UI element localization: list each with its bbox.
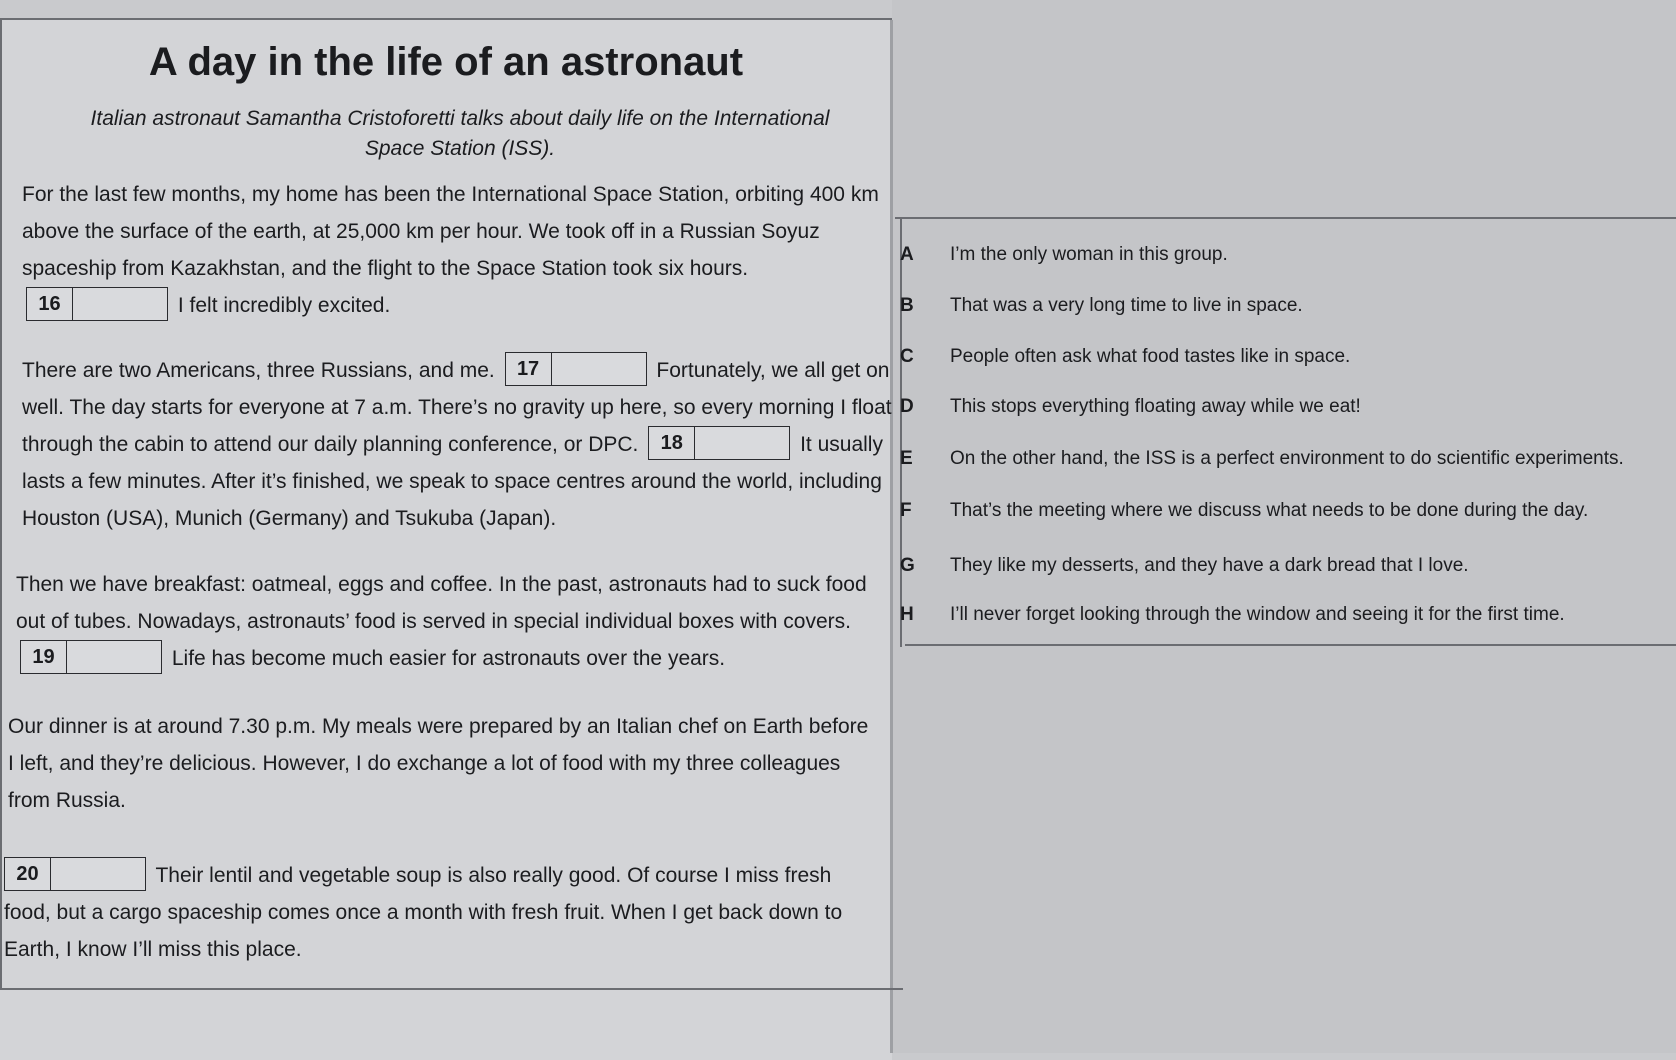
gap-20-box[interactable] (4, 857, 146, 891)
option-h[interactable] (900, 604, 1565, 626)
paragraph-3 (16, 566, 886, 677)
option-text: They like my desserts, and they have a dark bread that I love. (950, 555, 1469, 576)
option-text: This stops everything floating away while we eat! (950, 396, 1361, 417)
paragraph-2-text: There are two Americans, three Russians, and me. (22, 359, 495, 382)
paragraph-1-text: For the last few months, my home has been the International Space Station, orbiting 400 km above the surface of the earth, at 25,000 km per hour. We took off in a Russian Soyuz spaceship from Kazakhstan, and the flight to the Space Station took six hours. (22, 183, 879, 280)
gap-17-answer[interactable] (552, 353, 646, 385)
gap-19-number: 19 (21, 641, 67, 673)
gap-17-box[interactable] (505, 352, 647, 386)
option-a[interactable] (900, 244, 1228, 266)
paragraph-1-after-gap: I felt incredibly excited. (177, 294, 391, 317)
option-text: I’m the only woman in this group. (950, 244, 1228, 265)
gap-16-number: 16 (27, 288, 73, 320)
paragraph-2-after-gap: Fortunately, we all get on well. The day starts for everyone at 7 a.m. There’s no gravity up here, so every morning I float through the cabin to attend our daily planning conference, or DPC. (22, 359, 892, 456)
gap-18-box[interactable] (648, 426, 790, 460)
option-letter: H (900, 604, 914, 625)
article-subtitle: Italian astronaut Samantha Cristoforetti talks about daily life on the International Space Station (ISS). (90, 107, 830, 160)
option-c[interactable] (900, 346, 1350, 368)
option-letter: C (900, 346, 914, 367)
article-title: A day in the life of an astronaut (148, 40, 744, 84)
paragraph-5-text: Their lentil and vegetable soup is also really good. Of course I miss fresh food, but a cargo spaceship comes once a month with fresh fruit. When I get back down to Earth, I know I’ll miss this place. (4, 864, 843, 961)
gap-20-number: 20 (5, 858, 51, 890)
option-letter: D (900, 396, 914, 417)
gap-16-box[interactable] (26, 287, 168, 321)
gap-16-answer[interactable] (73, 288, 167, 320)
gap-18-number: 18 (649, 427, 695, 459)
paragraph-4: Our dinner is at around 7.30 p.m. My meals were prepared by an Italian chef on Earth before I left, and they’re delicious. However, I do exchange a lot of food with my three colleagues from Russia. (8, 715, 869, 812)
gap-18-answer[interactable] (695, 427, 789, 459)
options-page (892, 0, 1676, 1053)
option-text: That was a very long time to live in space. (950, 295, 1303, 316)
options-top-rule (895, 217, 1676, 219)
option-text: I’ll never forget looking through the window and seeing it for the first time. (950, 604, 1565, 625)
paragraph-5 (4, 857, 874, 968)
options-bottom-rule (905, 644, 1676, 646)
bottom-rule (0, 988, 903, 990)
option-letter: B (900, 295, 914, 316)
options-left-rule (900, 217, 902, 647)
option-b[interactable] (900, 295, 1303, 317)
option-f[interactable] (900, 500, 1588, 522)
paragraph-3-text: Then we have breakfast: oatmeal, eggs and coffee. In the past, astronauts had to suck food out of tubes. Nowadays, astronauts’ food is served in special individual boxes with covers. (16, 573, 867, 633)
left-border (0, 20, 2, 990)
gap-20-answer[interactable] (51, 858, 145, 890)
option-text: That’s the meeting where we discuss what needs to be done during the day. (950, 500, 1589, 521)
option-g[interactable] (900, 555, 1469, 577)
option-e[interactable] (900, 448, 1624, 470)
paragraph-3-after-gap: Life has become much easier for astronauts over the years. (171, 647, 726, 670)
option-letter: E (900, 448, 913, 469)
option-letter: A (900, 244, 914, 265)
paragraph-1 (22, 176, 892, 324)
paragraph-2 (22, 352, 892, 537)
gap-17-number: 17 (506, 353, 552, 385)
top-rule (0, 18, 892, 20)
paragraph-2-end: It usually lasts a few minutes. After it’s finished, we speak to space centres around the world, including Houston (USA), Munich (Germany) and Tsukuba (Japan). (22, 433, 883, 530)
gap-19-answer[interactable] (67, 641, 161, 673)
option-text: People often ask what food tastes like in space. (950, 346, 1351, 367)
gap-19-box[interactable] (20, 640, 162, 674)
option-text: On the other hand, the ISS is a perfect environment to do scientific experiments. (950, 448, 1624, 469)
option-d[interactable] (900, 396, 1361, 418)
option-letter: F (900, 500, 912, 521)
option-letter: G (900, 555, 915, 576)
